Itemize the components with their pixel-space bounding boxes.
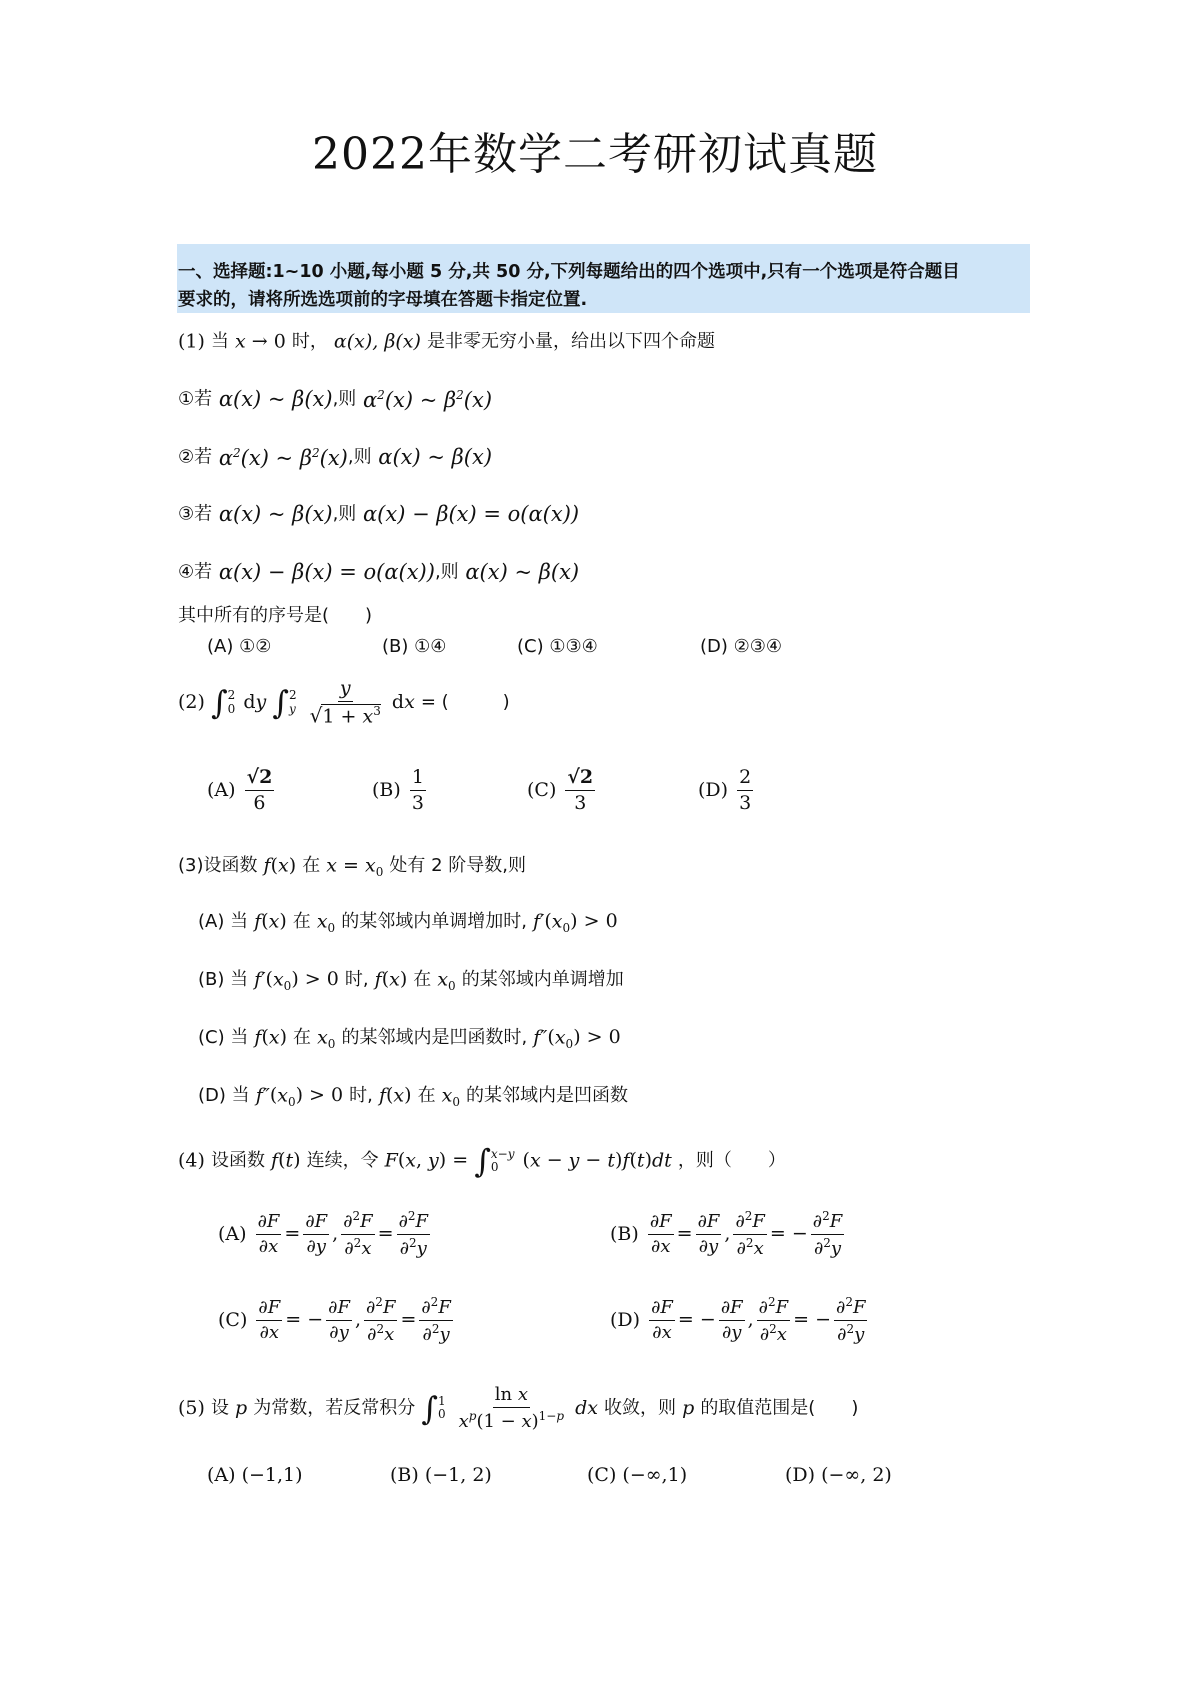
- q3-option-b: (B) 当 $f'(x_0) > 0$ 时, f(x) 在 $x_0$ 的某邻域内单调增加: [198, 968, 624, 993]
- q5-option-d: (D) (−∞, 2): [785, 1464, 892, 1486]
- q4-stem: (4) 设函数 f(t) 连续，令 F(x, y) = ∫ x−y 0 (x − y − t)f(t)dt ，则（ ）: [178, 1142, 786, 1180]
- q2-option-c: (C) $\frac{√2}{3}$: [527, 766, 594, 814]
- q3-option-c: (C) 当 f(x) 在 $x_0$ 的某邻域内是凹函数时, $f''(x_0) > 0$: [198, 1026, 621, 1051]
- q5-stem: (5) 设 p 为常数，若反常积分 ∫ 1 0 $\frac{\text{ln x}}{x^p(1 - x)^{1-p}}$ dx 收敛，则 p 的取值范围是( ): [178, 1384, 859, 1432]
- section-heading: [177, 244, 1030, 313]
- q1-option-a: (A) ①②: [207, 636, 272, 657]
- q3-option-d: (D) 当 $f''(x_0) > 0$ 时, f(x) 在 $x_0$ 的某邻域内是凹函数: [198, 1084, 629, 1109]
- q1-option-b: (B) ①④: [382, 636, 447, 657]
- q2-option-b: (B) $\frac{1}{3}$: [372, 766, 424, 814]
- q1-stem: (1) 当 x → 0 时， α(x), β(x) 是非零无穷小量，给出以下四个命题: [178, 330, 715, 353]
- section-heading-line1: 一、选择题:1~10 小题,每小题 5 分,共 50 分,下列每题给出的四个选项中,只有一个选项是符合题目: [178, 262, 960, 282]
- q5-option-a: (A) (−1,1): [207, 1464, 303, 1486]
- q1-option-c: (C) ①③④: [517, 636, 598, 657]
- q1-ask: 其中所有的序号是( ): [178, 605, 373, 626]
- q2-option-d: (D) $\frac{2}{3}$: [698, 766, 752, 814]
- q4-option-a: (A) $\frac{\partial F}{\partial x}$ = $\frac{\partial F}{\partial y}$ , $\frac{\partial^2F}{\partial^2x}$ = $\frac{\partial^2F}{\partial^2y}$: [218, 1209, 429, 1259]
- q3-stem: (3)设函数 f(x) 在 $x = x_0$ 处有 2 阶导数,则: [178, 854, 526, 879]
- page-title: 2022年数学二考研初试真题: [312, 129, 878, 180]
- q1-option-d: (D) ②③④: [700, 636, 783, 657]
- q1-proposition-2: ②若 $\alpha^2(x)$ ~ $\beta^2(x)$,则 α(x) ~ β(x): [178, 445, 493, 470]
- q1-proposition-1: ①若 α(x) ~ β(x),则 $\alpha^2(x)$ ~ $\beta^2(x)$: [178, 387, 493, 412]
- q5-option-c: (C) (−∞,1): [587, 1464, 688, 1486]
- q1-proposition-4: ④若 α(x) − β(x) = o(α(x)),则 α(x) ~ β(x): [178, 560, 580, 584]
- q1-proposition-3: ③若 α(x) ~ β(x),则 α(x) − β(x) = o(α(x)): [178, 502, 580, 526]
- q2-option-a: (A) $\frac{√2}{6}$: [207, 766, 273, 814]
- section-heading-line2: 要求的，请将所选选项前的字母填在答题卡指定位置.: [178, 290, 588, 310]
- q3-option-a: (A) 当 f(x) 在 $x_0$ 的某邻域内单调增加时, $f'(x_0) > 0$: [198, 910, 618, 935]
- q4-option-b: (B) $\frac{\partial F}{\partial x}$ = $\frac{\partial F}{\partial y}$ , $\frac{\partial^2F}{\partial^2x}$ = − $\frac{\partial^2F}{\partial^2y}$: [610, 1209, 843, 1259]
- q4-option-d: (D) $\frac{\partial F}{\partial x}$ = − $\frac{\partial F}{\partial y}$ , $\frac{\partial^2F}{\partial^2x}$ = − $\frac{\partial^2F}{\partial^2y}$: [610, 1295, 866, 1345]
- q2-stem: (2) ∫ 2 0 dy ∫ 2 y $\frac{y}{√1 + x^3}$ dx = ( ): [178, 677, 510, 728]
- q4-option-c: (C) $\frac{\partial F}{\partial x}$ = − $\frac{\partial F}{\partial y}$ , $\frac{\partial^2F}{\partial^2x}$ = $\frac{\partial^2F}{\partial^2y}$: [218, 1295, 451, 1345]
- q5-option-b: (B) (−1, 2): [390, 1464, 492, 1486]
